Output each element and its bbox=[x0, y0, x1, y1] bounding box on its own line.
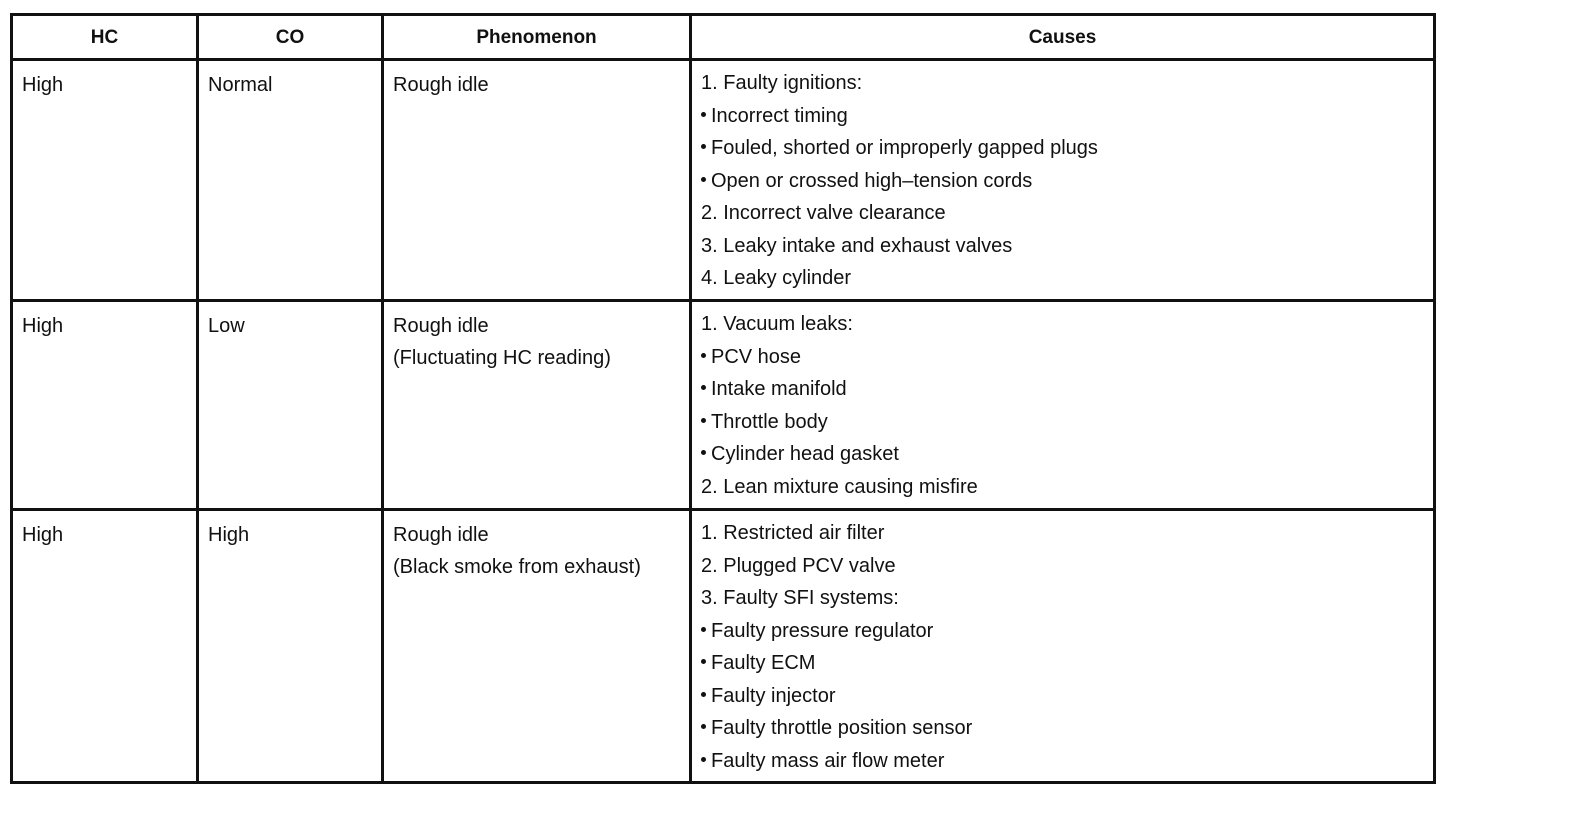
cause-item bbox=[701, 745, 1433, 778]
bullet-icon bbox=[701, 112, 706, 117]
cause-item bbox=[701, 550, 1433, 583]
column-header-co: CO bbox=[198, 15, 383, 60]
causes-cell bbox=[691, 60, 1435, 301]
phenomenon-line: Rough idle bbox=[393, 74, 489, 96]
cause-item bbox=[701, 197, 1433, 230]
cause-item bbox=[701, 132, 1433, 165]
bullet-icon bbox=[701, 757, 706, 762]
cause-text: Faulty throttle position sensor bbox=[711, 717, 973, 739]
cause-text: 3. Leaky intake and exhaust valves bbox=[701, 234, 1013, 257]
causes-cell bbox=[691, 301, 1435, 510]
table-row bbox=[12, 301, 1435, 510]
cause-item bbox=[701, 712, 1433, 745]
cause-text: Faulty pressure regulator bbox=[711, 619, 934, 642]
cause-text: Cylinder head gasket bbox=[711, 443, 899, 465]
phenomenon-line: Rough idle bbox=[393, 315, 489, 337]
bullet-icon bbox=[701, 450, 706, 455]
bullet-icon bbox=[701, 353, 706, 358]
column-header-causes: Causes bbox=[691, 15, 1435, 60]
cause-item bbox=[701, 262, 1433, 295]
cause-text: 3. Faulty SFI systems: bbox=[701, 587, 899, 609]
bullet-icon bbox=[701, 692, 706, 697]
cause-text: 1. Restricted air filter bbox=[701, 522, 885, 544]
phenomenon-cell bbox=[383, 60, 691, 301]
column-header-hc: HC bbox=[12, 15, 198, 60]
cause-item bbox=[701, 100, 1433, 133]
cause-item bbox=[701, 67, 1433, 100]
table-header-row bbox=[12, 15, 1435, 60]
co-cell: High bbox=[198, 510, 383, 783]
co-cell: Normal bbox=[198, 60, 383, 301]
causes-list bbox=[701, 67, 1433, 295]
cause-text: Faulty injector bbox=[711, 684, 836, 707]
cause-text: Faulty ECM bbox=[711, 652, 816, 674]
column-header-phenomenon: Phenomenon bbox=[383, 15, 691, 60]
cause-item bbox=[701, 615, 1433, 648]
cause-item bbox=[701, 406, 1433, 439]
causes-cell bbox=[691, 510, 1435, 783]
bullet-icon bbox=[701, 418, 706, 423]
phenomenon-line: (Fluctuating HC reading) bbox=[393, 347, 611, 369]
cause-text: Throttle body bbox=[711, 410, 828, 433]
cause-item bbox=[701, 517, 1433, 550]
cause-text: Fouled, shorted or improperly gapped plugs bbox=[711, 137, 1098, 159]
cause-item bbox=[701, 680, 1433, 713]
co-cell: Low bbox=[198, 301, 383, 510]
cause-item bbox=[701, 647, 1433, 680]
cause-text: 2. Lean mixture causing misfire bbox=[701, 475, 978, 498]
causes-list bbox=[701, 517, 1433, 777]
phenomenon-cell bbox=[383, 510, 691, 783]
cause-text: 4. Leaky cylinder bbox=[701, 267, 852, 289]
cause-item bbox=[701, 341, 1433, 374]
hc-cell: High bbox=[12, 60, 198, 301]
bullet-icon bbox=[701, 724, 706, 729]
cause-item bbox=[701, 373, 1433, 406]
bullet-icon bbox=[701, 659, 706, 664]
cause-text: Incorrect timing bbox=[711, 104, 848, 127]
causes-list bbox=[701, 308, 1433, 503]
bullet-icon bbox=[701, 385, 706, 390]
cause-text: 2. Incorrect valve clearance bbox=[701, 202, 946, 224]
cause-item bbox=[701, 438, 1433, 471]
diagnosis-table bbox=[10, 13, 1436, 784]
cause-text: 2. Plugged PCV valve bbox=[701, 554, 896, 577]
phenomenon-cell bbox=[383, 301, 691, 510]
hc-cell: High bbox=[12, 301, 198, 510]
phenomenon-line: Rough idle bbox=[393, 524, 489, 546]
hc-cell: High bbox=[12, 510, 198, 783]
cause-text: Intake manifold bbox=[711, 378, 847, 400]
cause-text: Faulty mass air flow meter bbox=[711, 749, 945, 772]
table-row bbox=[12, 60, 1435, 301]
cause-text: Open or crossed high–tension cords bbox=[711, 169, 1033, 192]
cause-item bbox=[701, 230, 1433, 263]
table-row bbox=[12, 510, 1435, 783]
cause-item bbox=[701, 582, 1433, 615]
cause-text: 1. Vacuum leaks: bbox=[701, 313, 853, 335]
cause-item bbox=[701, 308, 1433, 341]
bullet-icon bbox=[701, 177, 706, 182]
bullet-icon bbox=[701, 627, 706, 632]
cause-item bbox=[701, 471, 1433, 504]
cause-text: PCV hose bbox=[711, 345, 802, 368]
phenomenon-line: (Black smoke from exhaust) bbox=[393, 556, 641, 578]
cause-item bbox=[701, 165, 1433, 198]
bullet-icon bbox=[701, 144, 706, 149]
cause-text: 1. Faulty ignitions: bbox=[701, 72, 863, 94]
